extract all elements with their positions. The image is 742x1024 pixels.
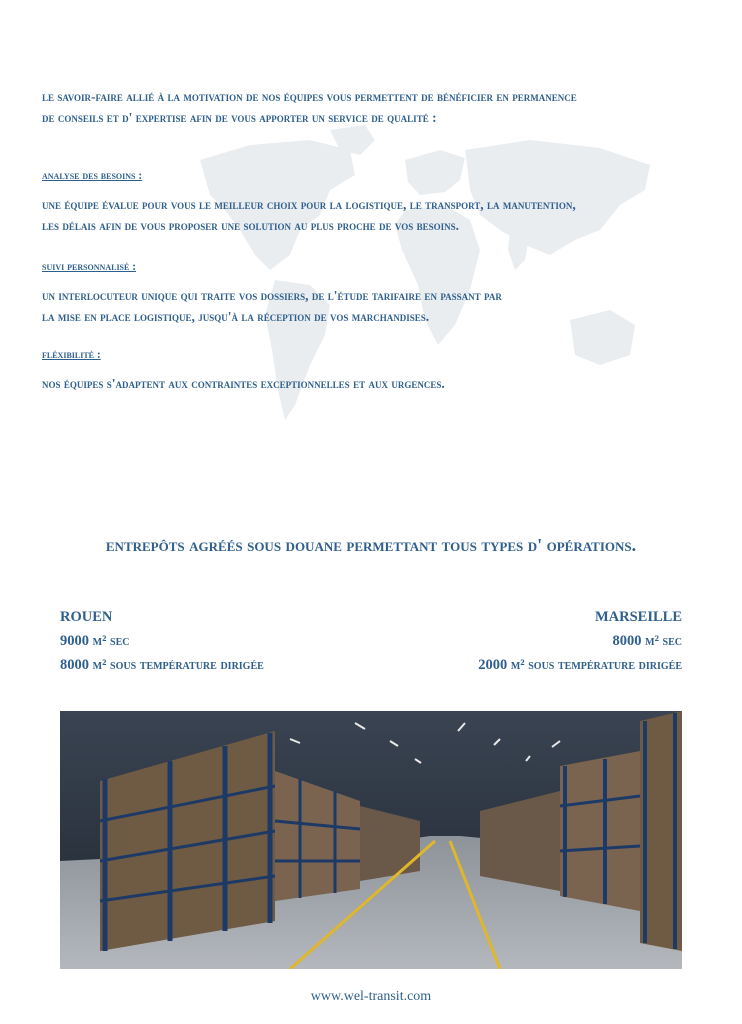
paragraph-line: un interlocuteur unique qui traite vos dossiers, de l'étude tarifaire en passant par xyxy=(42,288,502,303)
website-url[interactable]: www.wel-transit.com xyxy=(310,989,432,1004)
india-shape xyxy=(508,230,530,270)
location-name: ROUEN xyxy=(60,609,113,625)
heading-needs-analysis: analyse des besoins : xyxy=(42,170,143,182)
paragraph-needs-analysis xyxy=(42,194,722,236)
location-marseille xyxy=(478,605,682,677)
location-dry-area: 9000 m² sec xyxy=(60,633,130,649)
intro-line-1: le savoir-faire allié à la motivation de nos équipes vous permettent de bénéficier en permanence xyxy=(42,89,577,104)
heading-flexibility: fléxibilité : xyxy=(42,349,101,361)
location-controlled-area: 2000 m² sous température dirigée xyxy=(478,657,682,673)
location-dry-area: 8000 m² sec xyxy=(612,633,682,649)
location-controlled-area: 8000 m² sous température dirigée xyxy=(60,657,264,673)
intro-paragraph xyxy=(42,86,722,128)
paragraph-line: une équipe évalue pour vous le meilleur choix pour la logistique, le transport, la manutention, xyxy=(42,197,576,212)
location-name: MARSEILLE xyxy=(594,609,682,625)
paragraph-flexibility xyxy=(42,373,722,394)
warehouse-title: entrepôts agréés sous douane permettant tous types d' opérations. xyxy=(105,535,637,555)
paragraph-line: nos équipes s'adaptent aux contraintes exceptionnelles et aux urgences. xyxy=(42,376,445,391)
paragraph-personal-follow-up xyxy=(42,285,722,327)
location-rouen xyxy=(60,605,264,677)
paragraph-line: la mise en place logistique, jusqu'à la réception de vos marchandises. xyxy=(42,309,430,324)
intro-line-2: de conseils et d' expertise afin de vous apporter un service de qualité : xyxy=(42,110,437,125)
europe-shape xyxy=(405,150,465,195)
paragraph-line: les délais afin de vous proposer une solution au plus proche de vos besoins. xyxy=(42,218,459,233)
heading-personal-follow-up: suivi personnalisé : xyxy=(42,261,137,273)
warehouse-photo xyxy=(60,711,682,969)
